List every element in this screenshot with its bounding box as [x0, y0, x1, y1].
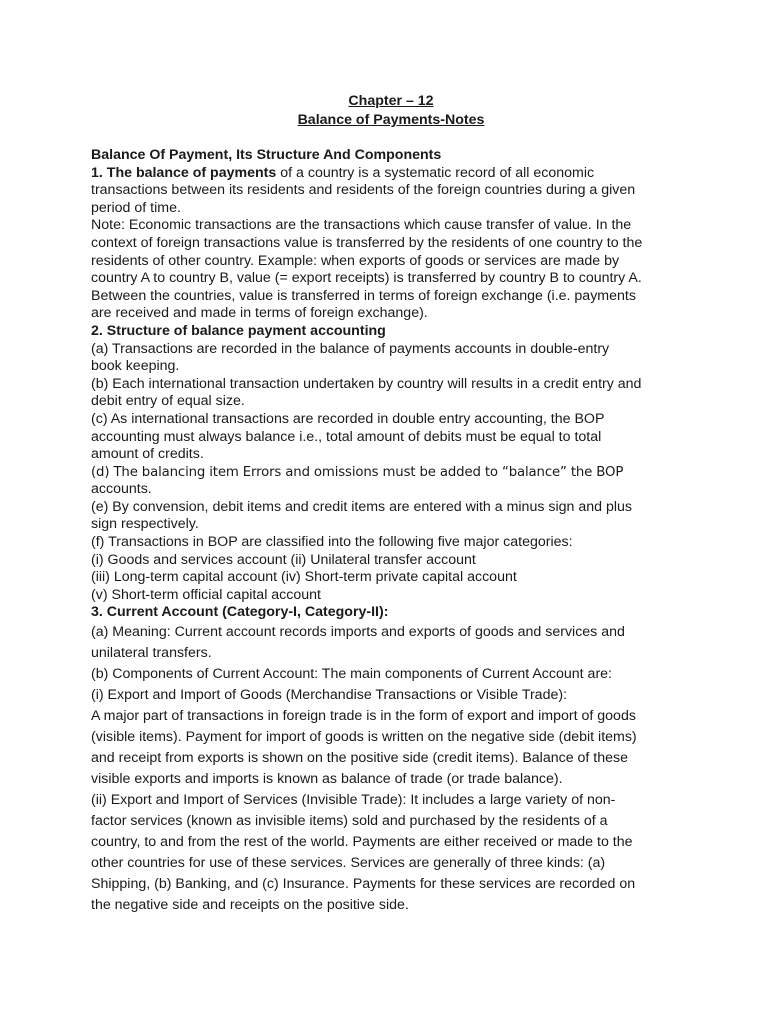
paragraph-line: country A to country B, value (= export receipts) is transferred by country B to country A.: [91, 270, 642, 287]
paragraph-line: debit entry of equal size.: [91, 393, 245, 410]
paragraph-line: period of time.: [91, 199, 181, 216]
term-label: 1. The balance of payments: [91, 164, 277, 181]
paragraph-line: (b) Components of Current Account: The main components of Current Account are:: [91, 666, 613, 683]
paragraph-line: [91, 165, 691, 183]
paragraph-line: residents of other country. Example: when exports of goods or services are made by: [91, 252, 620, 269]
paragraph-line: other countries for use of these services. Services are generally of three kinds: (a): [91, 855, 606, 872]
paragraph-line: Note: Economic transactions are the transactions which cause transfer of value. In the: [91, 217, 632, 234]
paragraph-line: (f) Transactions in BOP are classified into the following five major categories:: [91, 534, 573, 551]
paragraph-line: (a) Meaning: Current account records imports and exports of goods and services and: [91, 624, 625, 641]
paragraph-line: accounts.: [91, 481, 152, 498]
paragraph-line: are received and made in terms of foreign exchange).: [91, 305, 428, 322]
paragraph-line: the negative side and receipts on the positive side.: [91, 897, 409, 914]
section-heading: 2. Structure of balance payment accounting: [91, 322, 386, 339]
paragraph-line: book keeping.: [91, 358, 180, 375]
paragraph-line: transactions between its residents and residents of the foreign countries during a given: [91, 182, 636, 199]
paragraph-line: (c) As international transactions are recorded in double entry accounting, the BOP: [91, 410, 605, 427]
paragraph-line: context of foreign transactions value is transferred by the residents of one country to the: [91, 234, 643, 251]
paragraph-line: A major part of transactions in foreign trade is in the form of export and import of goods: [91, 708, 636, 725]
paragraph-line: accounting must always balance i.e., total amount of debits must be equal to total: [91, 428, 602, 445]
title-block: [91, 92, 691, 130]
paragraph-line: country, to and from the rest of the world. Payments are either received or made to the: [91, 834, 633, 851]
spacer: [91, 130, 691, 147]
paragraph-line: Shipping, (b) Banking, and (c) Insurance. Payments for these services are recorded on: [91, 876, 636, 893]
paragraph-line: and receipt from exports is shown on the positive side (credit items). Balance of these: [91, 750, 629, 767]
paragraph-line: (d) The balancing item Errors and omissions must be added to “balance” the BOP: [91, 464, 624, 480]
paragraph-line: amount of credits.: [91, 446, 204, 463]
paragraph-line: (a) Transactions are recorded in the balance of payments accounts in double-entry: [91, 340, 610, 357]
paragraph-line: (b) Each international transaction undertaken by country will results in a credit entry and: [91, 375, 642, 392]
section-heading: Balance Of Payment, Its Structure And Components: [91, 147, 442, 163]
section-heading: 3. Current Account (Category-I, Category-II):: [91, 604, 389, 621]
paragraph-line: sign respectively.: [91, 516, 199, 533]
paragraph-line: (i) Export and Import of Goods (Merchandise Transactions or Visible Trade):: [91, 687, 568, 704]
paragraph-line: (i) Goods and services account (ii) Unilateral transfer account: [91, 551, 476, 568]
chapter-heading: Chapter – 12: [348, 93, 434, 109]
paragraph-line: Between the countries, value is transferred in terms of foreign exchange (i.e. payments: [91, 287, 636, 304]
paragraph-line: (e) By convension, debit items and credit items are entered with a minus sign and plus: [91, 498, 632, 515]
paragraph-line: (v) Short-term official capital account: [91, 586, 321, 603]
paragraph-line: (ii) Export and Import of Services (Invisible Trade): It includes a large variety of non-: [91, 792, 616, 809]
paragraph-line: (iii) Long-term capital account (iv) Short-term private capital account: [91, 569, 517, 586]
paragraph-line: (visible items). Payment for import of goods is written on the negative side (debit items): [91, 729, 637, 746]
paragraph-line: visible exports and imports is known as balance of trade (or trade balance).: [91, 771, 563, 788]
paragraph-line: unilateral transfers.: [91, 645, 212, 662]
text-span: of a country is a systematic record of all economic: [276, 164, 595, 181]
paragraph-line: factor services (known as invisible items) sold and purchased by the residents of a: [91, 813, 608, 830]
document-page: [91, 92, 691, 916]
document-title: Balance of Payments-Notes: [297, 112, 485, 128]
